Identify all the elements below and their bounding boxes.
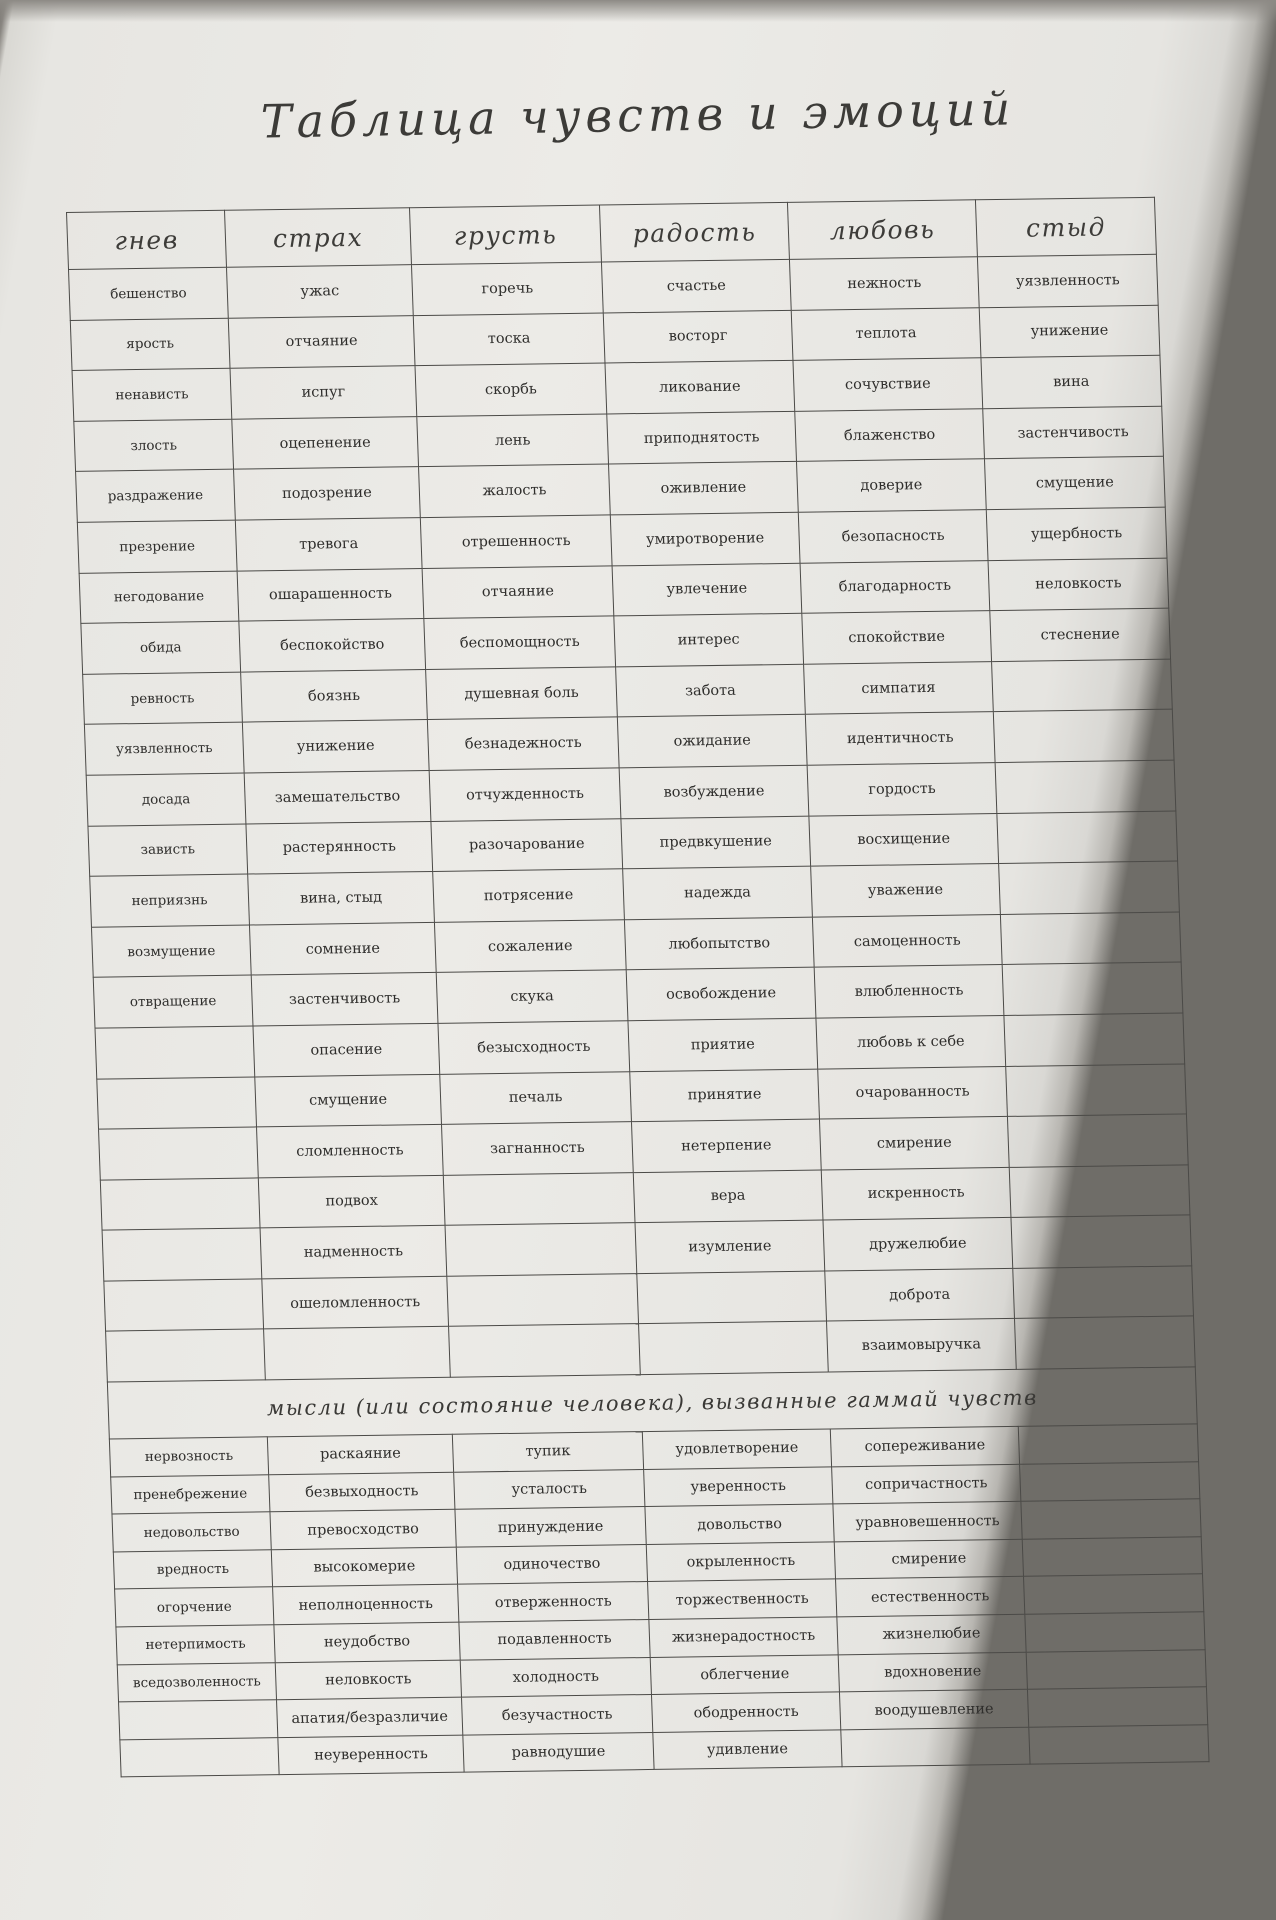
table-cell: благодарность: [800, 560, 990, 613]
table-cell: вера: [633, 1170, 823, 1223]
table-cell: [1021, 1499, 1201, 1539]
table-cell: смирение: [834, 1539, 1023, 1579]
table-cell: безнадежность: [427, 717, 619, 770]
emotions-table-wrapper: [66, 197, 1209, 1778]
table-cell: [1020, 1461, 1200, 1501]
table-cell: ярость: [70, 318, 230, 371]
table-cell: оживление: [609, 462, 799, 515]
table-cell: [1013, 1266, 1194, 1319]
column-header: любовь: [787, 200, 977, 260]
table-cell: [637, 1271, 827, 1324]
table-cell: предвкушение: [621, 816, 811, 869]
table-cell: подавленность: [459, 1620, 650, 1660]
table-cell: увлечение: [612, 563, 802, 616]
table-cell: сломленность: [257, 1124, 444, 1177]
table-cell: ожидание: [617, 715, 807, 768]
table-cell: умиротворение: [610, 512, 800, 565]
table-cell: бешенство: [69, 267, 229, 320]
table-cell: равнодушие: [463, 1732, 654, 1772]
table-cell: растерянность: [246, 821, 433, 874]
table-cell: восторг: [603, 310, 793, 363]
table-cell: неуверенность: [278, 1735, 464, 1775]
table-cell: [999, 861, 1180, 914]
table-cell: боязнь: [241, 669, 428, 722]
table-cell: ущербность: [986, 507, 1167, 560]
table-cell: ошарашенность: [237, 568, 424, 621]
table-cell: холодность: [460, 1657, 651, 1697]
table-cell: отрешенность: [420, 515, 612, 568]
table-cell: отчаяние: [228, 315, 415, 368]
table-cell: сожаление: [434, 919, 626, 972]
table-cell: испуг: [230, 366, 417, 419]
table-cell: счастье: [601, 259, 791, 312]
table-cell: надменность: [260, 1226, 447, 1279]
table-cell: [1011, 1215, 1192, 1268]
table-cell: разочарование: [431, 818, 623, 871]
table-cell: сочувствие: [793, 358, 983, 411]
table-cell: [120, 1738, 279, 1778]
table-cell: ободренность: [651, 1692, 840, 1732]
table-cell: сопричастность: [832, 1464, 1021, 1504]
table-cell: раскаяние: [267, 1434, 453, 1474]
table-cell: [95, 1026, 255, 1079]
table-cell: ужас: [226, 265, 413, 318]
table-cell: жизнерадостность: [649, 1617, 838, 1657]
table-cell: смирение: [819, 1117, 1009, 1170]
table-cell: [264, 1327, 451, 1380]
table-cell: подвох: [258, 1175, 445, 1228]
table-cell: уверенность: [644, 1467, 833, 1507]
table-cell: принятие: [630, 1069, 820, 1122]
page-title: Таблица чувств и эмоций: [260, 81, 1016, 149]
table-cell: апатия/безразличие: [277, 1697, 463, 1737]
table-cell: неловкость: [988, 558, 1169, 611]
table-cell: возмущение: [91, 925, 251, 978]
table-cell: скорбь: [415, 363, 607, 416]
table-cell: беспокойство: [239, 619, 426, 672]
table-cell: [104, 1279, 264, 1332]
table-cell: отчужденность: [429, 768, 621, 821]
column-header: страх: [225, 208, 412, 268]
table-cell: интерес: [614, 613, 804, 666]
column-header: гнев: [67, 210, 227, 269]
emotions-table: [66, 197, 1210, 1778]
table-cell: естественность: [836, 1577, 1025, 1617]
table-cell: освобождение: [626, 967, 816, 1020]
table-cell: [100, 1178, 260, 1231]
table-cell: скука: [436, 970, 628, 1023]
table-cell: смущение: [984, 457, 1165, 510]
column-header: грусть: [409, 205, 601, 265]
table-cell: унижение: [979, 305, 1160, 358]
table-cell: высокомерие: [271, 1547, 457, 1587]
table-cell: злость: [74, 419, 234, 472]
table-cell: торжественность: [648, 1579, 837, 1619]
table-cell: изумление: [635, 1220, 825, 1273]
table-cell: надежда: [623, 866, 813, 919]
table-cell: [1004, 1013, 1185, 1066]
table-cell: ликование: [605, 361, 795, 414]
table-cell: досада: [86, 773, 246, 826]
table-cell: раздражение: [76, 470, 236, 523]
table-cell: [992, 659, 1173, 712]
table-cell: уважение: [811, 864, 1001, 917]
thoughts-body: [109, 1424, 1209, 1777]
table-cell: замешательство: [244, 770, 431, 823]
section-title: мысли (или состояние человека), вызванные гаммай чувств: [107, 1367, 1197, 1439]
table-cell: нетерпимость: [116, 1625, 275, 1665]
table-cell: [449, 1324, 641, 1377]
table-cell: ненависть: [72, 368, 232, 421]
table-cell: застенчивость: [251, 973, 438, 1026]
table-cell: оцепенение: [232, 416, 419, 469]
table-cell: уязвленность: [977, 254, 1158, 307]
table-cell: жалость: [419, 464, 611, 517]
table-cell: вдохновение: [838, 1652, 1027, 1692]
table-cell: сопереживание: [830, 1426, 1019, 1466]
table-cell: принуждение: [455, 1507, 646, 1547]
table-cell: вседозволенность: [117, 1662, 276, 1702]
table-cell: гордость: [807, 763, 997, 816]
table-cell: [1015, 1316, 1196, 1369]
table-cell: [443, 1172, 635, 1225]
table-cell: [119, 1700, 278, 1740]
table-cell: презрение: [77, 520, 237, 573]
table-cell: недовольство: [112, 1512, 271, 1552]
table-cell: довольство: [645, 1504, 834, 1544]
table-cell: нетерпение: [631, 1119, 821, 1172]
table-cell: [1027, 1687, 1207, 1727]
table-cell: [997, 811, 1178, 864]
table-cell: теплота: [791, 307, 981, 360]
table-cell: [841, 1727, 1030, 1767]
table-cell: [1006, 1063, 1187, 1116]
table-cell: [1000, 912, 1181, 965]
table-cell: забота: [616, 664, 806, 717]
table-cell: доверие: [797, 459, 987, 512]
table-cell: [1022, 1537, 1202, 1577]
table-cell: тревога: [235, 518, 422, 571]
table-cell: [97, 1076, 257, 1129]
table-cell: вредность: [113, 1550, 272, 1590]
table-cell: загнанность: [441, 1122, 633, 1175]
table-cell: неполноценность: [273, 1585, 459, 1625]
table-cell: [1024, 1574, 1204, 1614]
table-cell: [102, 1228, 262, 1281]
table-cell: отвращение: [93, 975, 253, 1028]
table-cell: удивление: [653, 1730, 842, 1770]
table-cell: [1025, 1612, 1205, 1652]
table-cell: любовь к себе: [816, 1015, 1006, 1068]
table-cell: доброта: [825, 1268, 1015, 1321]
table-cell: [639, 1321, 829, 1374]
table-cell: [993, 709, 1174, 762]
table-cell: идентичность: [805, 712, 995, 765]
table-cell: любопытство: [624, 917, 814, 970]
emotions-body: [69, 254, 1196, 1382]
table-cell: [1002, 962, 1183, 1015]
table-cell: нервозность: [109, 1437, 268, 1477]
table-cell: вина: [981, 355, 1162, 408]
table-cell: безвыходность: [269, 1472, 455, 1512]
table-cell: блаженство: [795, 409, 985, 462]
table-cell: беспомощность: [424, 616, 616, 669]
table-cell: приподнятость: [607, 411, 797, 464]
table-cell: уравновешенность: [833, 1502, 1022, 1542]
table-cell: усталость: [454, 1469, 645, 1509]
table-cell: [1009, 1165, 1190, 1218]
table-cell: сомнение: [249, 922, 436, 975]
table-cell: опасение: [253, 1023, 440, 1076]
table-cell: отчаяние: [422, 565, 614, 618]
table-cell: ошеломленность: [262, 1276, 449, 1329]
table-cell: удовлетворение: [642, 1429, 831, 1469]
table-cell: огорчение: [115, 1587, 274, 1627]
table-cell: пренебрежение: [111, 1474, 270, 1514]
table-cell: уязвленность: [84, 722, 244, 775]
column-header: радость: [599, 202, 789, 262]
table-cell: [1018, 1424, 1198, 1464]
table-cell: горечь: [411, 262, 603, 315]
table-cell: самоценность: [812, 914, 1002, 967]
table-cell: лень: [417, 414, 609, 467]
table-cell: подозрение: [234, 467, 421, 520]
table-cell: отверженность: [458, 1582, 649, 1622]
table-cell: тоска: [413, 313, 605, 366]
table-cell: безучастность: [462, 1695, 653, 1735]
table-cell: искренность: [821, 1167, 1011, 1220]
table-cell: унижение: [242, 720, 429, 773]
table-cell: воодушевление: [839, 1689, 1028, 1729]
table-cell: [1029, 1725, 1209, 1765]
table-cell: ревность: [83, 672, 243, 725]
table-cell: неудобство: [274, 1622, 460, 1662]
table-cell: одиночество: [456, 1544, 647, 1584]
table-cell: потрясение: [433, 869, 625, 922]
table-cell: [106, 1329, 266, 1382]
table-cell: смущение: [255, 1074, 442, 1127]
table-cell: застенчивость: [983, 406, 1164, 459]
page-shadow: [0, 0, 1276, 22]
table-cell: окрыленность: [646, 1542, 835, 1582]
table-cell: взаимовыручка: [827, 1319, 1017, 1372]
table-cell: спокойствие: [802, 611, 992, 664]
table-cell: неприязнь: [90, 874, 250, 927]
table-cell: [99, 1127, 259, 1180]
table-cell: душевная боль: [426, 667, 618, 720]
table-cell: жизнелюбие: [837, 1614, 1026, 1654]
table-cell: обида: [81, 621, 241, 674]
column-header: стыд: [975, 197, 1156, 256]
table-cell: восхищение: [809, 813, 999, 866]
table-cell: превосходство: [270, 1509, 456, 1549]
table-cell: [1026, 1649, 1206, 1689]
table-cell: очарованность: [818, 1066, 1008, 1119]
table-cell: [445, 1223, 637, 1276]
table-cell: нежность: [789, 257, 979, 310]
table-cell: [1007, 1114, 1188, 1167]
table-cell: симпатия: [804, 661, 994, 714]
table-cell: [995, 760, 1176, 813]
table-cell: влюбленность: [814, 965, 1004, 1018]
table-cell: неловкость: [275, 1660, 461, 1700]
table-cell: зависть: [88, 824, 248, 877]
table-cell: дружелюбие: [823, 1218, 1013, 1271]
table-cell: возбуждение: [619, 765, 809, 818]
table-cell: вина, стыд: [248, 872, 435, 925]
table-cell: тупик: [452, 1432, 643, 1472]
table-cell: печаль: [440, 1071, 632, 1124]
table-cell: безысходность: [438, 1021, 630, 1074]
table-cell: стеснение: [990, 608, 1171, 661]
table-cell: облегчение: [650, 1654, 839, 1694]
table-cell: приятие: [628, 1018, 818, 1071]
table-cell: [447, 1274, 639, 1327]
table-cell: негодование: [79, 571, 239, 624]
table-cell: безопасность: [798, 510, 988, 563]
